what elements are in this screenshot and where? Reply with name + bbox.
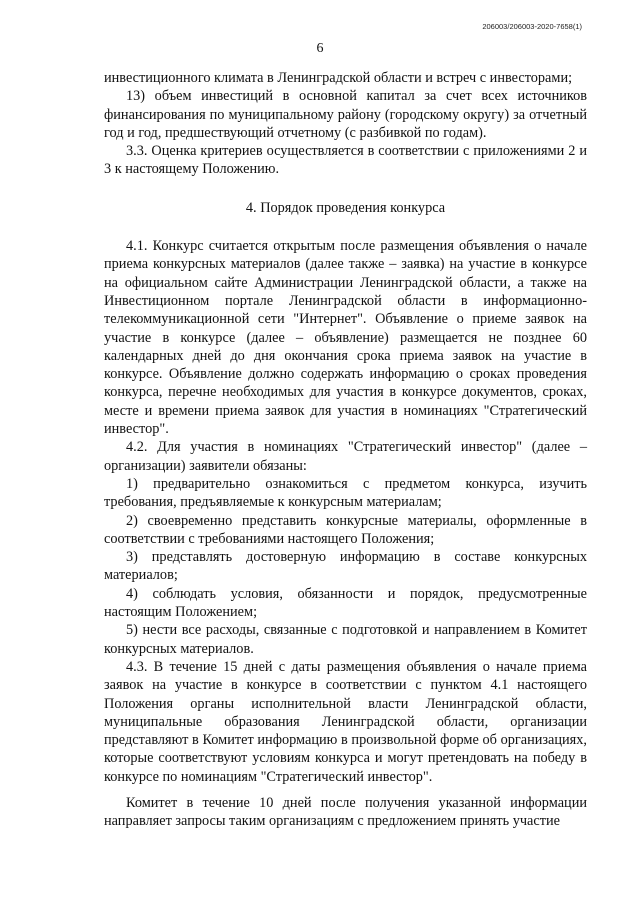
paragraph-continued: инвестиционного климата в Ленинградской области и встреч с инвесторами; <box>104 70 573 86</box>
paragraph-4-2: 4.2. Для участия в номинациях "Стратегический инвестор" (далее – организации) заявители обязаны: <box>104 439 587 474</box>
paragraph-item-13: 13) объем инвестиций в основной капитал за счет всех источников финансирования по муниципальному району (городскому округу) за отчетный год и год, предшествующий отчетному (с разбивкой по годам). <box>104 88 587 141</box>
list-item: 4) соблюдать условия, обязанности и порядок, предусмотренные настоящим Положением; <box>104 585 587 621</box>
section-heading: 4. Порядок проведения конкурса <box>245 199 446 216</box>
document-body <box>104 69 587 831</box>
paragraph-4-1: 4.1. Конкурс считается открытым после размещения объявления о начале приема конкурсных материалов (далее также – заявка) на участие в конкурсе на официальном сайте Администрации Ленинградской области, а также на Инвестиционном портале Ленинградской области в информационно-телекоммуникационной сети "Интернет". Объявление о приеме заявок на участие в конкурсе (далее – объявление) размещается не позднее 60 календарных дней до дня окончания срока приема заявок на участие в конкурсе. Объявление должно содержать информацию о сроках проведения конкурса, перечне необходимых для участия в конкурсе документов, сроках, месте и времени приема заявок для участия в номинациях "Стратегический инвестор". <box>104 238 587 438</box>
list-item: 5) нести все расходы, связанные с подготовкой и направлением в Комитет конкурсных материалов. <box>104 622 587 657</box>
page-number: 6 <box>316 41 324 56</box>
list-item: 2) своевременно представить конкурсные материалы, оформленные в соответствии с требованиями настоящего Положения; <box>104 512 587 547</box>
list-item: 1) предварительно ознакомиться с предметом конкурса, изучить требования, предъявляемые к конкурсным материалам; <box>104 475 587 511</box>
paragraph-committee: Комитет в течение 10 дней после получения указанной информации направляет запросы таким организациям с предложением принять участие <box>104 794 587 830</box>
paragraph-3-3: 3.3. Оценка критериев осуществляется в соответствии с приложениями 2 и 3 к настоящему Положению. <box>104 143 587 178</box>
list-item: 3) представлять достоверную информацию в составе конкурсных материалов; <box>104 549 587 584</box>
paragraph-4-3: 4.3. В течение 15 дней с даты размещения объявления о начале приема заявок на участие в конкурсе в соответствии с пунктом 4.1 настоящего Положения органы исполнительной власти Ленинградской области, муниципальные образования Ленинградской области, организации представляют в Комитет информацию в произвольной форме об организациях, которые соответствуют условиям конкурса и могут претендовать на победу в конкурсе по номинациям "Стратегический инвестор". <box>104 658 587 785</box>
document-id: 206003/206003-2020-7658(1) <box>482 22 582 31</box>
